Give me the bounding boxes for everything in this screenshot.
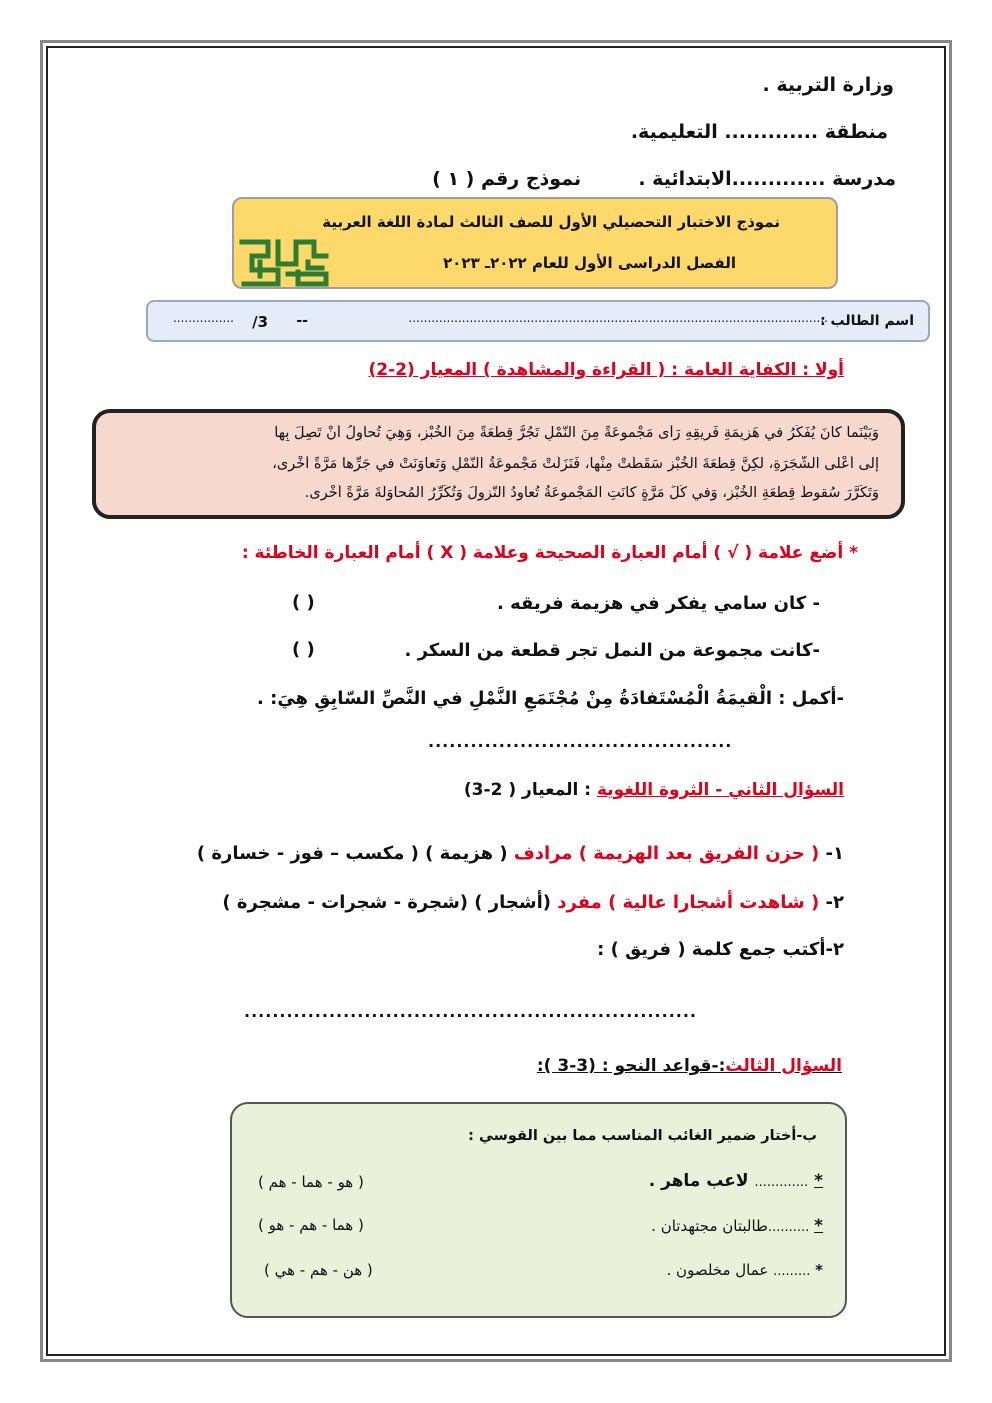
section3-standard: :-قواعد النحو : (3-3 ): xyxy=(536,1056,726,1076)
student-info-bar xyxy=(146,300,930,342)
calligraphy-logo xyxy=(238,236,330,288)
grade-dashes: -- xyxy=(296,313,308,329)
item-2-sentence: طالبتان مجتهدتان . xyxy=(651,1217,768,1235)
pronoun-item-2 xyxy=(651,1216,823,1236)
school-line xyxy=(432,168,896,190)
q2-phrase: ( شاهدت أشجارا عالية ) مفرد xyxy=(557,892,820,913)
item-3-choices: ( هن - هم - هي ) xyxy=(264,1261,373,1279)
section2-heading xyxy=(464,780,844,800)
section2-title: السؤال الثاني - الثروة اللغوية xyxy=(596,780,844,800)
ministry-line: وزارة التربية . xyxy=(762,74,894,96)
q1-number: ١- xyxy=(825,843,844,864)
student-name-label: اسم الطالب : xyxy=(820,313,914,329)
item-3-marker: * xyxy=(815,1261,823,1279)
grade-total: 3/ xyxy=(252,313,268,331)
synonym-question xyxy=(197,843,844,864)
q2-number: ٢- xyxy=(825,892,844,913)
exam-title-line2: الفصل الدراسى الأول للعام ٢٠٢٢ـ ٢٠٢٣ xyxy=(443,254,736,272)
pronoun-item-3 xyxy=(667,1261,823,1279)
school-label: مدرسة xyxy=(832,168,896,190)
item-2-marker: * xyxy=(814,1216,823,1236)
q2-options: (أشجار ) (شجرة - شجرات - مشجرة ) xyxy=(222,892,551,913)
value-answer-line[interactable]: ........................................... xyxy=(428,732,733,751)
school-dots: ............. xyxy=(731,168,826,190)
pronoun-item-1 xyxy=(649,1171,823,1191)
school-suffix: الابتدائية . xyxy=(638,168,732,190)
complete-prompt: -أكمل : الْقيمَةُ الْمُسْتَفادَةُ مِنْ مُجْتَمَعِ النَّمْلِ في النَّصِّ السّابِقِ هِيَ: . xyxy=(257,688,844,709)
passage-line-2: إِلى أَعْلى الشَّجَرَةِ، لكِنَّ قِطْعَةَ الْخُبْزِ سَقَطَتْ مِنْها، فَنَزَلَتْ مَجْموعَةُ النَّمْلِ وَتَعاوَنَتْ في جَرِّها مَرَّةً أُخْرى، xyxy=(272,456,879,472)
plural-question: ٢-أكتب جمع كلمة ( فريق ) : xyxy=(597,939,844,960)
singular-question xyxy=(222,892,844,913)
statement-1: - كان سامي يفكر في هزيمة فريقه . xyxy=(497,593,820,614)
section1-heading: أولا : الكفاية العامة : ( القراءة والمشاهدة ) المعيار (2-2) xyxy=(368,360,844,380)
passage-line-3: وَتَكَرَّرَ سُقوطُ قِطْعَةِ الْخُبْزِ، وَفي كُلِّ مَرَّةٍ كانَتِ الْمَجْموعَةُ تُعاوِدُ النُّزولَ وَتُكَرِّرُ الْمُحاوَلَةَ مَرَّةً أُخْرى. xyxy=(304,485,879,501)
exam-title-line1: نموذج الاختبار التحصيلي الأول للصف الثالث لمادة اللغة العربية xyxy=(322,213,780,231)
section3-title: السؤال الثالث xyxy=(725,1056,842,1076)
true-false-instruction: * أضع علامة ( √ ) أمام العبارة الصحيحة وعلامة ( X ) أمام العبارة الخاطئة : xyxy=(241,543,858,563)
region-line: منطقة ............. التعليمية. xyxy=(630,121,888,143)
pronoun-question-box xyxy=(230,1102,847,1318)
plural-answer-line[interactable]: ................................................................ xyxy=(244,1002,697,1021)
item-2-choices: ( هما - هم - هو ) xyxy=(258,1216,364,1234)
q1-phrase: ( حزن الفريق بعد الهزيمة ) مرادف xyxy=(513,843,820,864)
statement-1-answer-box[interactable]: ( ) xyxy=(292,592,315,613)
student-name-field[interactable]: .............................................................................................................. xyxy=(408,311,828,325)
q1-options: ( هزيمة ) ( مكسب – فوز - خسارة ) xyxy=(196,843,508,864)
item-1-choices: ( هو - هما - هم ) xyxy=(258,1173,364,1191)
section2-standard: : المعيار ( 2-3) xyxy=(463,780,592,800)
item-2-blank[interactable]: .......... xyxy=(768,1220,810,1235)
reading-passage-box xyxy=(92,409,905,519)
item-1-sentence: لاعب ماهر . xyxy=(648,1171,749,1191)
item-3-sentence: عمال مخلصون . xyxy=(666,1261,769,1279)
section3-heading xyxy=(537,1056,842,1076)
item-1-marker: * xyxy=(814,1171,823,1191)
item-3-blank[interactable]: ......... xyxy=(773,1264,811,1279)
passage-line-1: وَبَيْنَما كانَ يُفَكِّرُ في هَزيمَةِ فَريقِهِ رَأى مَجْموعَةً مِنَ النَّمْلِ تَجُرُّ قِطْعَةً مِنَ الْخُبْزِ، وَهِيَ تُحاوِلُ أَنْ تَصِلَ بِها xyxy=(274,425,879,441)
item-1-blank[interactable]: ............. xyxy=(754,1175,809,1190)
statement-2: -كانت مجموعة من النمل تجر قطعة من السكر . xyxy=(404,640,820,661)
statement-2-answer-box[interactable]: ( ) xyxy=(292,639,315,660)
pronoun-instruction: ب-أختار ضمير الغائب المناسب مما بين القوسي : xyxy=(468,1128,817,1144)
grade-field[interactable]: ................ xyxy=(172,311,234,325)
model-number: نموذج رقم ( ١ ) xyxy=(432,168,582,190)
